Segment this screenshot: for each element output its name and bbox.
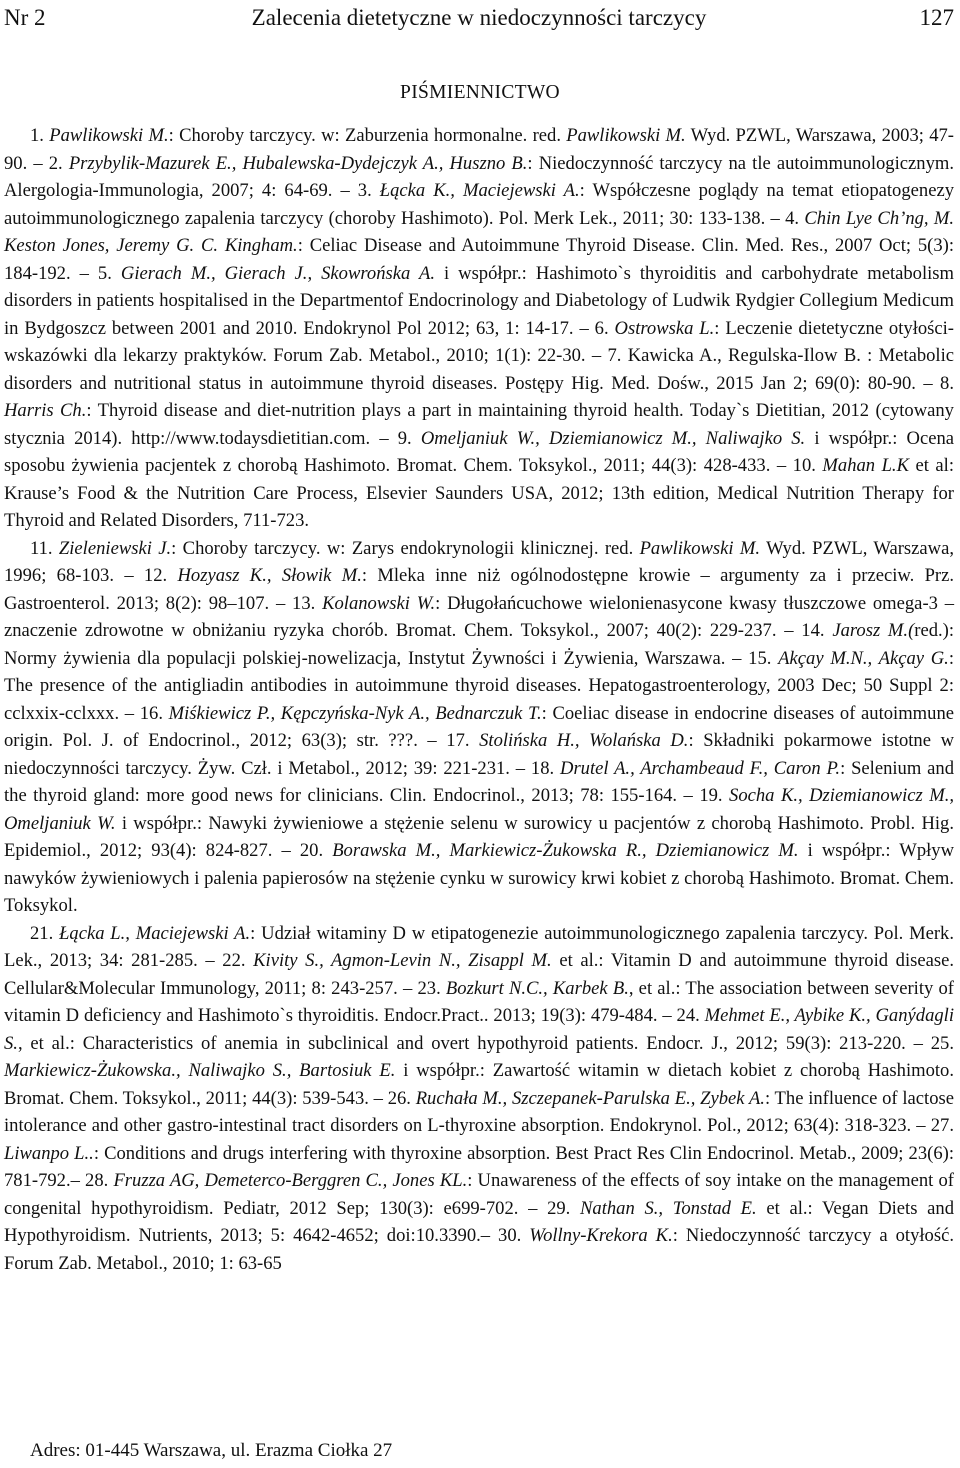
reference-authors: Przybylik-Mazurek E., Hubalewska-Dydejczyk A., Huszno B. (68, 152, 528, 174)
reference-authors: Stolińska H., Wolańska D. (479, 730, 689, 751)
running-header (4, 0, 954, 36)
reference-text: : Leczenie dietetyczne otyłości-wskazówki dla lekarzy praktyków. Forum Zab. Metabol., 2010; 1(1): 22-30. – 7. Kawicka A., Regulska-Ilow B. : Metabolic disorders and nutritional status in autoimmune thyroid diseases. Postępy Hig. Med. Dośw., 2015 Jan 2; 69(0): 80-90. – 8. (4, 317, 954, 394)
author-address: Adres: 01-445 Warszawa, ul. Erazma Ciołka 27 (30, 1440, 393, 1461)
section-heading: PIŚMIENNICTWO (400, 82, 560, 103)
reference-authors: Borawska M., Markiewicz-Żukowska R., Dziemianowicz M. (332, 840, 799, 861)
reference-text: : The influence of lactose intolerance and other gastro-intestinal tract disorders on L-thyroxine absorption. Endokrynol. Pol., 2012; 63(4): 318-323. – 27. (4, 1087, 954, 1136)
reference-text: : Niedoczynność tarczycy a otyłość. Forum Zab. Metabol., 2010; 1: 63-65 (4, 1225, 954, 1274)
reference-text: : Choroby tarczycy. w: Zarys endokrynologii klinicznej. red. (171, 537, 640, 559)
reference-text: 11. (30, 537, 59, 559)
reference-authors: Kolanowski W. (322, 592, 436, 614)
reference-text: i współpr.: Nawyki żywieniowe a stężenie selenu w surowicy u pacjentów z chorobą Hashimoto. Probl. Hig. Epidemiol., 2012; 93(4): 824-827. – 20. (4, 812, 954, 861)
reference-authors: Ruchała M., Szczepanek-Parulska E., Zybek A. (415, 1087, 765, 1109)
reference-authors: Zieleniewski J. (58, 537, 172, 559)
reference-text: : Współczesne poglądy na temat etiopatogenezy autoimmunologicznego zapalenia tarczycy (choroby Hashimoto). Pol. Merk Lek., 2011; 30: 133-138. – 4. (4, 180, 954, 229)
reference-text: : Długołańcuchowe wielonienasycone kwasy tłuszczowe omega-3 – znaczenie zdrowotne w obniżaniu ryzyka chorób. Bromat. Chem. Toksykol., 2007; 40(2): 229-237. – 14. (4, 592, 955, 641)
reference-text: i współpr.: Hashimoto`s thyroiditis and carbohydrate metabolism disorders in patients hospitalised in the Departmentof Endocrinology and Diabetology of Ludwik Rydgier Collegium Medicum in Bydgoszcz between 2001 and 2010. Endokrynol Pol 2012; 63, 1: 14-17. – 6. (4, 262, 955, 339)
reference-text: : Mleka inne niż ogólnodostępne krowie – argumenty za i przeciw. Prz. Gastroenterol. 2013; 8(2): 98–107. – 13. (4, 565, 954, 614)
reference-authors: Wollny-Krekora K. (529, 1225, 673, 1246)
reference-text: et al: Krause’s Food & the Nutrition Care Process, Elsevier Saunders USA, 2012; 13th edition, Medical Nutrition Therapy for Thyroid and Related Disorders, 711-723. (4, 455, 954, 531)
running-title: Zalecenia dietetyczne w niedoczynności tarczycy (251, 5, 707, 30)
reference-authors: Pawlikowski M. (639, 537, 761, 559)
reference-text: : Niedoczynność tarczycy na tle autoimmunologicznym. Alergologia-Immunologia, 2007; 4: 64-69. – 3. (4, 152, 954, 201)
reference-authors: Drutel A., Archambeaud F., Caron P. (560, 757, 841, 779)
reference-authors: Miśkiewicz P., Kępczyńska-Nyk A., Bednarczuk T. (168, 702, 542, 724)
reference-text: 21. (30, 922, 60, 944)
reference-authors: Akçay M.N., Akçay G. (778, 647, 949, 669)
reference-text: : Thyroid disease and diet-nutrition plays a part in maintaining thyroid health. Today`s Dietitian, 2012 (cytowany stycznia 2014). http://www.todaysdietitian.com. – 9. (4, 400, 954, 449)
reference-authors: Harris Ch. (4, 400, 87, 421)
reference-text: i współpr.: Wpływ nawyków żywieniowych i palenia papierosów na stężenie cynku w surowicy krwi kobiet z chorobą Hashimoto. Bromat. Chem. Toksykol. (4, 840, 955, 916)
reference-authors: Kivity S., Agmon-Levin N., Zisappl M. (253, 950, 552, 971)
reference-authors: Ostrowska L. (614, 317, 715, 339)
reference-authors: Hozyasz K., Słowik M. (177, 565, 362, 586)
reference-paragraph (4, 122, 954, 535)
reference-authors: Omeljaniuk W., Dziemianowicz M., Naliwajko S. (420, 427, 806, 449)
reference-authors: Mahan L.K (822, 455, 909, 476)
reference-authors: Pawlikowski M. (49, 125, 169, 146)
page-number: 127 (919, 5, 954, 30)
reference-text: i współpr.: Ocena sposobu żywienia pacjentek z chorobą Hashimoto. Bromat. Chem. Toksykol., 2011; 44(3): 428-433. – 10. (4, 427, 955, 476)
reference-text: , et al.: Characteristics of anemia in subclinical and overt hypothyroid patients. Endocr. J., 2012; 59(3): 213-220. – 25. (17, 1032, 954, 1054)
reference-authors: Bozkurt N.C., Karbek B. (445, 977, 629, 999)
reference-list (4, 122, 954, 1277)
reference-authors: Jarosz M.( (832, 620, 915, 641)
reference-paragraph (4, 535, 954, 920)
reference-authors: Gierach M., Gierach J., Skowrońska A. (120, 262, 435, 284)
issue-number: Nr 2 (4, 5, 46, 30)
reference-authors: Fruzza AG, Demeterco-Berggren C., Jones KL. (113, 1170, 468, 1191)
reference-text: et al.: Vitamin D and autoimmune thyroid disease. Cellular&Molecular Immunology, 2011; 8: 243-257. – 23. (4, 950, 955, 999)
reference-text: , et al.: The association between severity of vitamin D deficiency and Hashimoto`s thyroiditis. Endocr.Pract.. 2013; 19(3): 479-484. – 24. (4, 977, 954, 1026)
reference-text: : Conditions and drugs interfering with thyroxine absorption. Best Pract Res Clin Endocrinol. Metab., 2009; 23(6): 781-792.– 28. (4, 1142, 954, 1191)
reference-text: red.): Normy żywienia dla populacji polskiej-nowelizacja, Instytut Żywności i Żywienia, Warszawa. – 15. (4, 620, 955, 669)
reference-text: : Choroby tarczycy. w: Zaburzenia hormonalne. red. (168, 125, 567, 146)
reference-text: Wyd. PZWL, Warszawa, 2003; 47-90. – 2. (4, 125, 954, 174)
reference-text: : Celiac Disease and Autoimmune Thyroid Disease. Clin. Med. Res., 2007 Oct; 5(3): 184-192. – 5. (4, 235, 954, 284)
reference-text: : Selenium and the thyroid gland: more good news for clinicians. Clin. Endocrinol., 2013; 78: 155-164. – 19. (4, 757, 955, 806)
reference-text: i współpr.: Zawartość witamin w dietach kobiet z chorobą Hashimoto. Bromat. Chem. Toksykol., 2011; 44(3): 539-543. – 26. (4, 1060, 954, 1109)
reference-text: 1. (30, 125, 50, 146)
reference-authors: Socha K., Dziemianowicz M., Omeljaniuk W. (4, 785, 954, 834)
reference-authors: Łącka K., Maciejewski A. (379, 180, 580, 201)
reference-authors: Liwanpo L.. (4, 1142, 94, 1164)
reference-text: : Coeliac disease in endocrine diseases of autoimmune origin. Pol. J. of Endocrinol., 2012; 63(3); str. ???. – 17. (4, 702, 954, 751)
reference-authors: Pawlikowski M. (566, 125, 686, 146)
reference-text: : Udział witaminy D w etipatogenezie autoimmunologicznego zapalenia tarczycy. Pol. Merk. Lek., 2013; 34: 281-285. – 22. (4, 922, 954, 971)
reference-text: : Składniki pokarmowe istotne w niedoczynności tarczycy. Żyw. Czł. i Metabol., 2012; 39: 221-231. – 18. (4, 730, 954, 779)
reference-authors: Łącka L., Maciejewski A. (59, 922, 251, 944)
reference-text: : The presence of the antigliadin antibodies in autoimmune thyroid diseases. Hepatogastroenterology, 2003 Dec; 50 Suppl 2: cclxxix-cclxxx. – 16. (4, 647, 954, 724)
reference-authors: Nathan S., Tonstad E. (580, 1197, 757, 1219)
reference-authors: Markiewicz-Żukowska., Naliwajko S., Bartosiuk E. (4, 1060, 396, 1081)
reference-text: Wyd. PZWL, Warszawa, 1996; 68-103. – 12. (4, 537, 954, 586)
reference-paragraph (4, 920, 954, 1278)
reference-authors: Mehmet E., Aybike K., Ganýdagli S. (4, 1005, 955, 1054)
reference-text: : Unawareness of the effects of soy intake on the management of congenital hypothyroidism. Pediatr, 2012 Sep; 130(3): e699-702. – 29. (4, 1170, 954, 1219)
reference-authors: Chin Lye Ch’ng, M. Keston Jones, Jeremy G. C. Kingham. (4, 207, 954, 256)
reference-text: et al.: Vegan Diets and Hypothyroidism. Nutrients, 2013; 5: 4642-4652; doi:10.3390.– 30. (4, 1197, 954, 1246)
